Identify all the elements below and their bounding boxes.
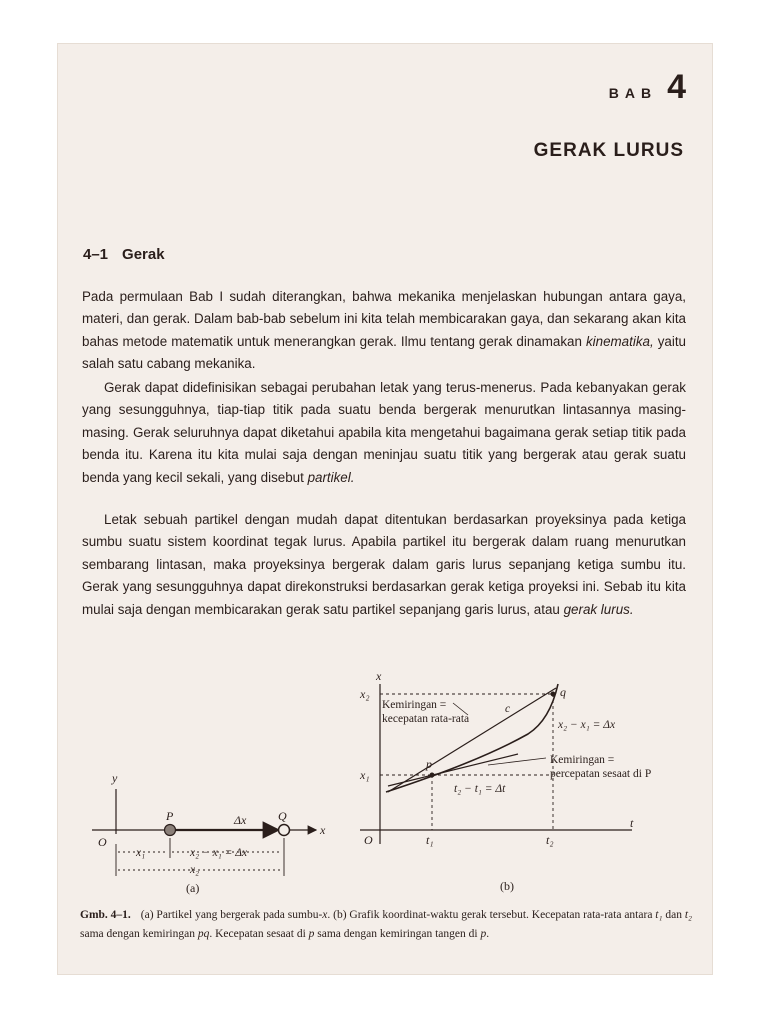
caption-run: . Kecepatan sesaat di: [209, 928, 309, 940]
fig-b-point-p: p: [426, 757, 432, 771]
fig-a-origin: O: [98, 835, 107, 849]
paragraph-emphasis: partikel.: [307, 469, 355, 485]
caption-text: [80, 909, 692, 940]
fig-b-curve-c: c: [505, 703, 511, 715]
slope-inst-line2: percepatan sesaat di P: [550, 768, 652, 780]
chapter-number: 4: [667, 68, 686, 106]
fig-b-x1-tick: x₁: [360, 768, 370, 782]
caption-run: (a) Partikel yang bergerak pada sumbu-: [140, 909, 323, 921]
slope-inst-line1: Kemiringan =: [550, 754, 615, 766]
paragraph-emphasis: kinematika,: [585, 333, 654, 349]
point-p-dot: [430, 773, 435, 778]
paragraph-text: Letak sebuah partikel dengan mudah dapat ditentukan berdasarkan proyeksinya pada ketiga sumbu suatu sistem koordinat tegak lurus. Apabila partikel itu bergerak dalam ruang menurutkan sembarang lintasan, maka proyeksinya bergerak dalam garis lurus sepanjang ketiga sumbu itu. Gerak yang sesungguhnya dapat direkonstruksi berdasarkan gerak ketiga proyeksi ini. Sebab itu kita mulai saja dengan membicarakan gerak satu partikel sepanjang garis lurus, atau: [82, 512, 686, 617]
fig-a-y-label: y: [112, 771, 118, 785]
paragraph-text: Pada permulaan Bab I sudah diterangkan, bahwa mekanika menjelaskan hubungan antara gaya, materi, dan gerak. Dalam bab-bab sebelum ini kita telah membicarakan gaya, dan sekarang akan kita bahas metode matematik untuk menerangkan gerak. Ilmu tentang gerak dinamakan: [82, 289, 686, 349]
figure-4-1: [58, 44, 712, 974]
fig-a-label: (a): [186, 881, 200, 895]
fig-b-t1-tick: t₁: [426, 833, 434, 847]
section-number: 4–1: [83, 246, 109, 263]
caption-italic: pq: [197, 928, 210, 940]
paragraph-text: yaitu salah satu cabang mekanika.: [82, 333, 686, 372]
caption-run: .: [486, 928, 490, 940]
point-q-dot: [551, 692, 556, 697]
delta-t-label: t₂ − t₁ = Δt: [454, 783, 506, 795]
fig-a-dim-x1: x₁: [136, 847, 146, 859]
chapter-title: GERAK LURUS: [533, 140, 684, 161]
caption-italic: p: [480, 928, 487, 940]
figure-a: [92, 789, 316, 876]
fig-a-x-label: x: [320, 823, 326, 837]
fig-b-t2-tick: t₂: [546, 833, 554, 847]
particle-q: [279, 825, 290, 836]
fig-b-point-q: q: [560, 685, 566, 699]
fig-b-origin: O: [364, 833, 373, 847]
chapter-word: BAB: [608, 85, 658, 101]
caption-italic: t₂: [684, 909, 693, 921]
caption-run: sama dengan kemiringan tangen di: [314, 928, 481, 940]
caption-italic: x: [322, 909, 328, 921]
fig-a-dim-diff: x₂ − x₁ = Δx: [190, 847, 248, 859]
section-title: Gerak: [122, 246, 165, 263]
figure-caption: [80, 906, 694, 944]
fig-a-point-p: P: [166, 809, 174, 823]
fig-b-label: (b): [500, 879, 514, 893]
slope-avg-line2: kecepatan rata-rata: [382, 713, 470, 725]
fig-a-point-q: Q: [278, 809, 287, 823]
caption-run: sama dengan kemiringan: [80, 928, 198, 940]
caption-label: Gmb. 4–1.: [80, 909, 131, 921]
caption-italic: t₁: [655, 909, 663, 921]
paragraph-emphasis: gerak lurus.: [563, 601, 634, 617]
book-page: [58, 44, 712, 974]
caption-run: dan: [662, 909, 685, 921]
fig-b-x2-tick: x₂: [360, 687, 370, 701]
fig-b-x-label: x: [376, 669, 382, 683]
fig-b-t-label: t: [630, 816, 634, 830]
tangent-line-p: [388, 754, 518, 786]
caption-italic: p: [308, 928, 315, 940]
fig-a-delta-x: Δx: [234, 813, 247, 827]
delta-x-label: x₂ − x₁ = Δx: [558, 719, 616, 731]
paragraph-text: Gerak dapat didefinisikan sebagai perubahan letak yang terus-menerus. Pada kebanyakan gerak yang sesungguhnya, tiap-tiap titik pada suatu benda bergerak menurutkan lintasannya masing-masing. Gerak seluruhnya dapat diketahui apabila kita mengetahui bagaimana gerak setiap titik pada benda itu. Karena itu kita mulai saja dengan meninjau suatu titik yang bergerak atau gerak suatu benda yang kecil sekali, yang disebut: [82, 380, 686, 485]
slope-avg-line1: Kemiringan =: [382, 699, 447, 711]
caption-run: . (b) Grafik koordinat-waktu gerak tersebut. Kecepatan rata-rata antara: [327, 909, 656, 921]
fig-a-dim-x2: x₂: [190, 864, 200, 876]
particle-p: [165, 825, 176, 836]
